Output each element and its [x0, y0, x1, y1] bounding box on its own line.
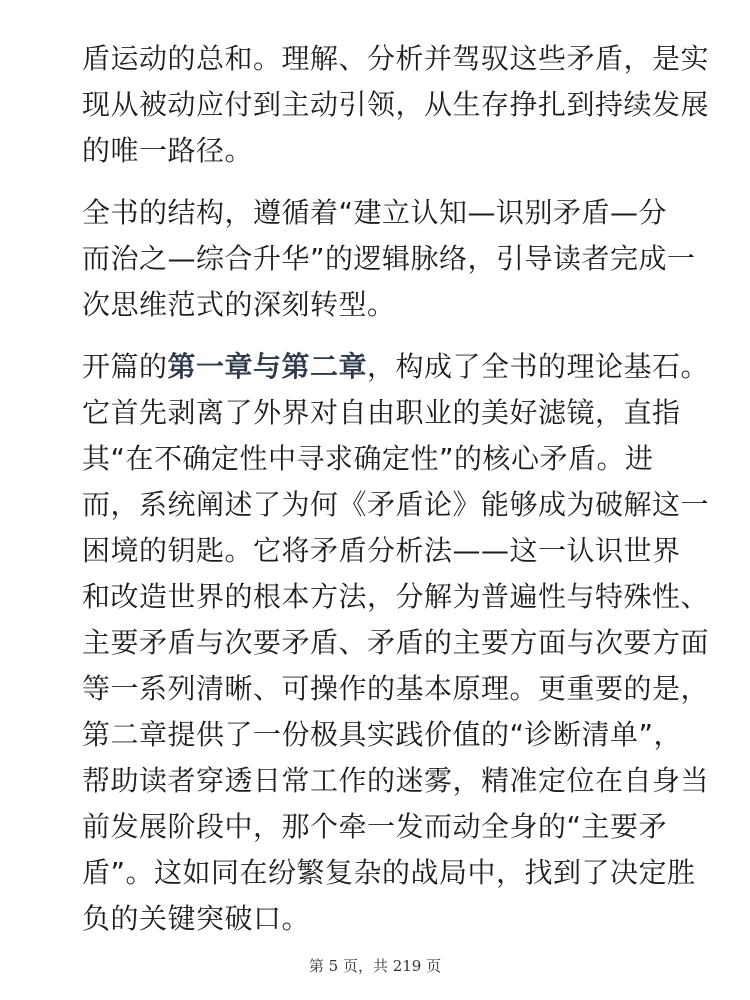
text-prefix: 开篇的 — [82, 350, 168, 383]
text-line: 负的关键突破口。 — [82, 902, 311, 935]
text-suffix: ，构成了全书的理论基石。 — [367, 350, 710, 383]
page-number-footer: 第 5 页，共 219 页 — [308, 957, 442, 975]
text-line: 和改造世界的根本方法，分解为普遍性与特殊性、 — [82, 580, 710, 613]
text-line: 等一系列清晰、可操作的基本原理。更重要的是， — [82, 672, 710, 705]
paragraph-1 — [82, 36, 710, 174]
text-line: 全书的结构，遵循着“建立认知—识别矛盾—分 — [82, 196, 668, 229]
text-line: 而治之—综合升华”的逻辑脉络，引导读者完成一 — [82, 242, 696, 275]
text-line: 次思维范式的深刻转型。 — [82, 288, 396, 321]
text-line: 盾”。这如同在纷繁复杂的战局中，找到了决定胜 — [82, 856, 696, 889]
text-line: 其“在不确定性中寻求确定性”的核心矛盾。进 — [82, 442, 654, 475]
text-line — [82, 344, 710, 390]
text-line: 的唯一路径。 — [82, 134, 254, 167]
text-line: 主要矛盾与次要矛盾、矛盾的主要方面与次要方面 — [82, 626, 710, 659]
text-line: 盾运动的总和。理解、分析并驾驭这些矛盾，是实 — [82, 42, 710, 75]
paragraph-2 — [82, 190, 696, 328]
text-line: 现从被动应付到主动引领，从生存挣扎到持续发展 — [82, 88, 710, 121]
document-body — [82, 36, 710, 958]
bold-chapter-reference: 第一章与第二章 — [167, 350, 368, 383]
text-line: 第二章提供了一份极具实践价值的“诊断清单”， — [82, 718, 683, 751]
text-line: 困境的钥匙。它将矛盾分析法——这一认识世界 — [82, 534, 681, 567]
text-line: 帮助读者穿透日常工作的迷雾，精准定位在自身当 — [82, 764, 710, 797]
paragraph-3 — [82, 344, 710, 942]
text-line: 前发展阶段中，那个牵一发而动全身的“主要矛 — [82, 810, 668, 843]
text-line: 它首先剥离了外界对自由职业的美好滤镜，直指 — [82, 396, 681, 429]
text-line: 而，系统阐述了为何《矛盾论》能够成为破解这一 — [82, 488, 710, 521]
